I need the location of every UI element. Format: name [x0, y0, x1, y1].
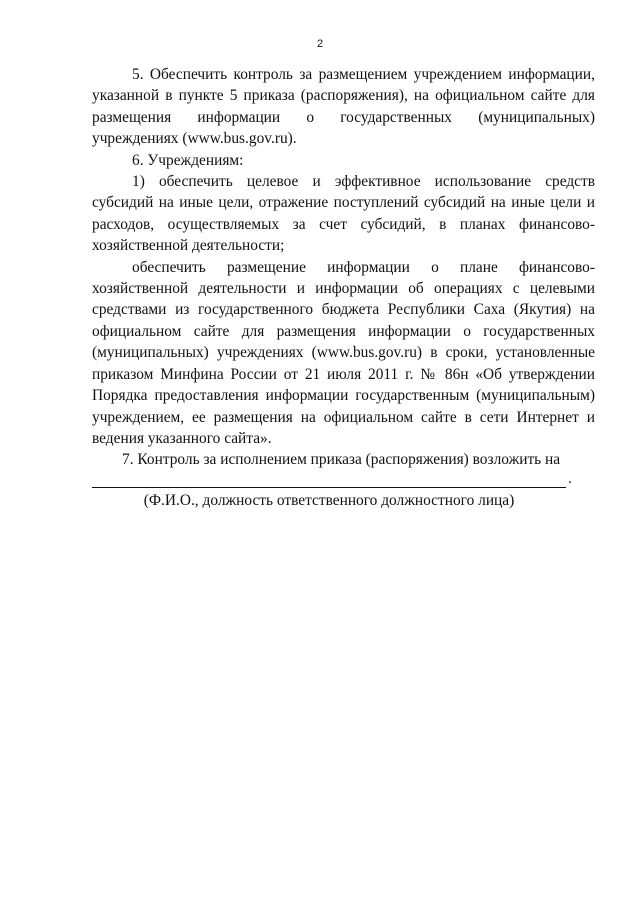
paragraph-item-6-title: 6. Учреждениям: — [132, 151, 244, 169]
paragraph-item-6-sub-2: обеспечить размещение информации о плане финансово-хозяйственной деятельности и информации об операциях с целевыми средствами из государственного бюджета Республики Саха (Якутия) на официальном сайте для размещения информации о государственных (муниципальных) учреждениях (www.bus.gov.ru) в сроки, установленные приказом Минфина России от 21 июля 2011 г. № 86н «Об утверждении Порядка предоставления информации государственным (муниципальным) учреждением, ее размещения на официальном сайте в сети Интернет и ведения указанного сайта». — [92, 258, 595, 447]
responsible-person-caption: (Ф.И.О., должность ответственного должностного лица) — [143, 491, 515, 509]
blank-line-period: . — [568, 470, 572, 487]
paragraph-item-5: 5. Обеспечить контроль за размещением учреждением информации, указанной в пункте 5 приказа (распоряжения), на официальном сайте для размещения информации о государственных (муниципальных) учреждениях (www.bus.gov.ru). — [92, 66, 595, 148]
signature-blank-line — [92, 470, 572, 488]
page-number: 2 — [316, 38, 324, 50]
paragraph-item-7: 7. Контроль за исполнением приказа (распоряжения) возложить на — [122, 451, 561, 469]
paragraph-item-6-sub-1: 1) обеспечить целевое и эффективное использование средств субсидий на иные цели, отражение поступлений субсидий на иные цели и расходов, осуществляемых за счет субсидий, в планах финансово-хозяйственной деятельности; — [92, 173, 595, 255]
document-body — [92, 64, 595, 511]
